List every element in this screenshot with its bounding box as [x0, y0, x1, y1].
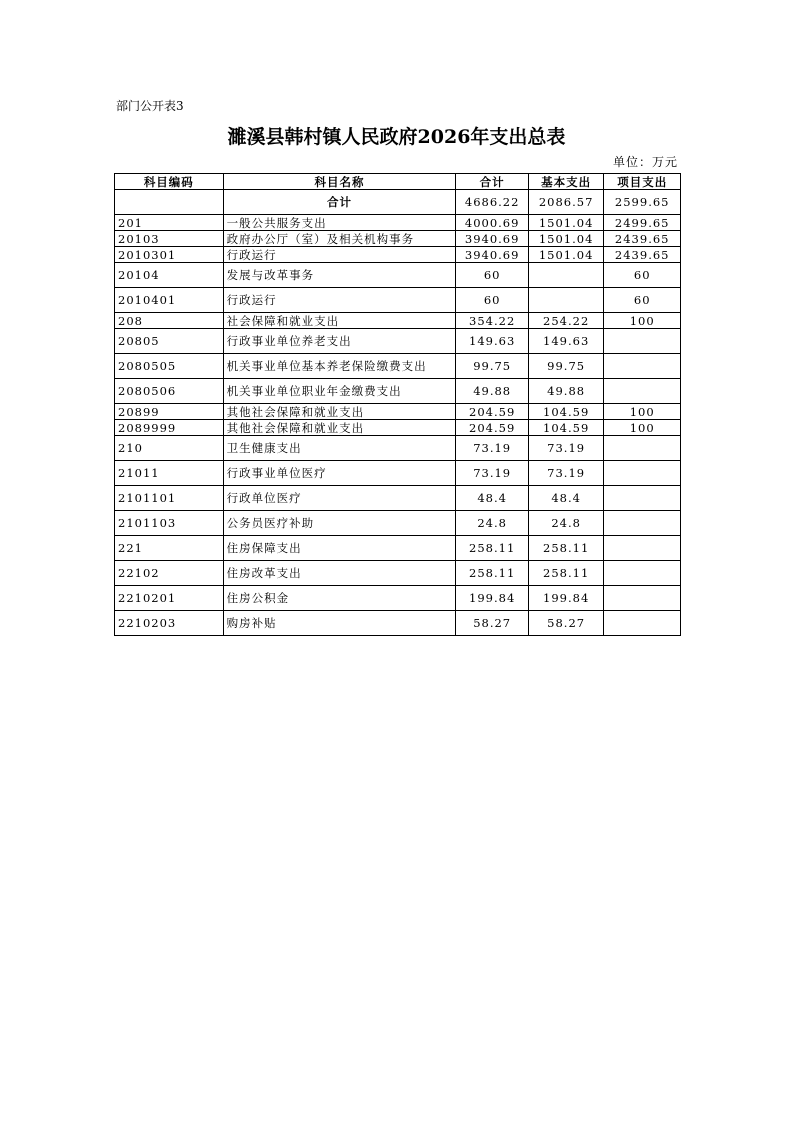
table-row [115, 611, 681, 636]
row-code: 21011 [115, 461, 224, 486]
table-row [115, 263, 681, 288]
row-project [604, 354, 681, 379]
row-name: 购房补贴 [223, 611, 456, 636]
unit-label: 单位：万元 [612, 155, 678, 169]
row-basic: 254.22 [528, 313, 604, 329]
row-name: 机关事业单位职业年金缴费支出 [223, 379, 456, 404]
row-project: 100 [604, 313, 681, 329]
row-total: 258.11 [456, 561, 528, 586]
row-code: 20805 [115, 329, 224, 354]
table-row [115, 354, 681, 379]
row-code: 210 [115, 436, 224, 461]
row-basic: 104.59 [528, 404, 604, 420]
row-total: 99.75 [456, 354, 528, 379]
total-row-label: 合计 [223, 190, 456, 215]
row-code: 201 [115, 215, 224, 231]
row-name: 其他社会保障和就业支出 [223, 420, 456, 436]
row-total: 354.22 [456, 313, 528, 329]
table-row [115, 231, 681, 247]
table-header-row [115, 174, 681, 190]
row-code: 20103 [115, 231, 224, 247]
row-code: 2080505 [115, 354, 224, 379]
row-basic: 49.88 [528, 379, 604, 404]
row-code: 2010401 [115, 288, 224, 313]
row-name: 一般公共服务支出 [223, 215, 456, 231]
row-basic: 258.11 [528, 561, 604, 586]
row-name: 行政事业单位医疗 [223, 461, 456, 486]
row-basic: 258.11 [528, 536, 604, 561]
row-code: 20899 [115, 404, 224, 420]
row-project: 60 [604, 288, 681, 313]
row-basic: 199.84 [528, 586, 604, 611]
row-project [604, 329, 681, 354]
row-project: 100 [604, 404, 681, 420]
row-name: 行政运行 [223, 247, 456, 263]
column-header-name: 科目名称 [223, 174, 456, 190]
table-row [115, 313, 681, 329]
row-code: 2210201 [115, 586, 224, 611]
row-name: 行政运行 [223, 288, 456, 313]
row-name: 政府办公厅（室）及相关机构事务 [223, 231, 456, 247]
row-name: 住房保障支出 [223, 536, 456, 561]
row-code: 2101101 [115, 486, 224, 511]
table-row [115, 511, 681, 536]
row-basic: 99.75 [528, 354, 604, 379]
row-basic: 1501.04 [528, 247, 604, 263]
row-name: 其他社会保障和就业支出 [223, 404, 456, 420]
table-row [115, 329, 681, 354]
row-name: 住房公积金 [223, 586, 456, 611]
row-code: 2089999 [115, 420, 224, 436]
row-code: 2010301 [115, 247, 224, 263]
row-basic: 24.8 [528, 511, 604, 536]
row-project [604, 436, 681, 461]
row-name: 行政单位医疗 [223, 486, 456, 511]
row-name: 行政事业单位养老支出 [223, 329, 456, 354]
department-table-label: 部门公开表3 [116, 99, 184, 113]
table-row [115, 404, 681, 420]
row-total: 48.4 [456, 486, 528, 511]
row-total: 58.27 [456, 611, 528, 636]
total-row-basic: 2086.57 [528, 190, 604, 215]
row-basic [528, 263, 604, 288]
row-project [604, 536, 681, 561]
row-total: 73.19 [456, 461, 528, 486]
row-project: 2499.65 [604, 215, 681, 231]
row-project [604, 611, 681, 636]
row-project: 60 [604, 263, 681, 288]
row-total: 149.63 [456, 329, 528, 354]
table-row [115, 486, 681, 511]
row-name: 机关事业单位基本养老保险缴费支出 [223, 354, 456, 379]
total-row [115, 190, 681, 215]
row-code: 221 [115, 536, 224, 561]
row-project: 2439.65 [604, 247, 681, 263]
column-header-total: 合计 [456, 174, 528, 190]
column-header-basic: 基本支出 [528, 174, 604, 190]
row-project: 100 [604, 420, 681, 436]
row-name: 社会保障和就业支出 [223, 313, 456, 329]
row-total: 24.8 [456, 511, 528, 536]
table-row [115, 420, 681, 436]
row-code: 2101103 [115, 511, 224, 536]
table-row [115, 379, 681, 404]
row-basic: 48.4 [528, 486, 604, 511]
row-project [604, 561, 681, 586]
row-total: 60 [456, 288, 528, 313]
table-row [115, 436, 681, 461]
row-code: 20104 [115, 263, 224, 288]
row-total: 3940.69 [456, 247, 528, 263]
row-project: 2439.65 [604, 231, 681, 247]
row-total: 3940.69 [456, 231, 528, 247]
column-header-code: 科目编码 [115, 174, 224, 190]
row-project [604, 586, 681, 611]
table-row [115, 288, 681, 313]
table-row [115, 561, 681, 586]
row-name: 公务员医疗补助 [223, 511, 456, 536]
table-row [115, 586, 681, 611]
row-total: 49.88 [456, 379, 528, 404]
column-header-project: 项目支出 [604, 174, 681, 190]
row-total: 204.59 [456, 404, 528, 420]
row-code: 22102 [115, 561, 224, 586]
row-project [604, 486, 681, 511]
row-total: 4000.69 [456, 215, 528, 231]
row-name: 住房改革支出 [223, 561, 456, 586]
row-code: 208 [115, 313, 224, 329]
total-row-code [115, 190, 224, 215]
expense-summary-table [114, 173, 681, 636]
row-basic: 149.63 [528, 329, 604, 354]
total-row-total: 4686.22 [456, 190, 528, 215]
row-code: 2080506 [115, 379, 224, 404]
row-name: 卫生健康支出 [223, 436, 456, 461]
table-row [115, 215, 681, 231]
row-total: 204.59 [456, 420, 528, 436]
table-row [115, 247, 681, 263]
row-basic: 73.19 [528, 461, 604, 486]
row-basic: 73.19 [528, 436, 604, 461]
page-title: 濉溪县韩村镇人民政府2026年支出总表 [227, 126, 566, 148]
row-basic: 1501.04 [528, 231, 604, 247]
row-total: 60 [456, 263, 528, 288]
row-total: 73.19 [456, 436, 528, 461]
table-row [115, 536, 681, 561]
row-basic: 104.59 [528, 420, 604, 436]
row-project [604, 461, 681, 486]
row-code: 2210203 [115, 611, 224, 636]
total-row-project: 2599.65 [604, 190, 681, 215]
row-basic [528, 288, 604, 313]
row-basic: 1501.04 [528, 215, 604, 231]
row-name: 发展与改革事务 [223, 263, 456, 288]
row-total: 258.11 [456, 536, 528, 561]
row-basic: 58.27 [528, 611, 604, 636]
table-row [115, 461, 681, 486]
row-project [604, 511, 681, 536]
row-project [604, 379, 681, 404]
row-total: 199.84 [456, 586, 528, 611]
